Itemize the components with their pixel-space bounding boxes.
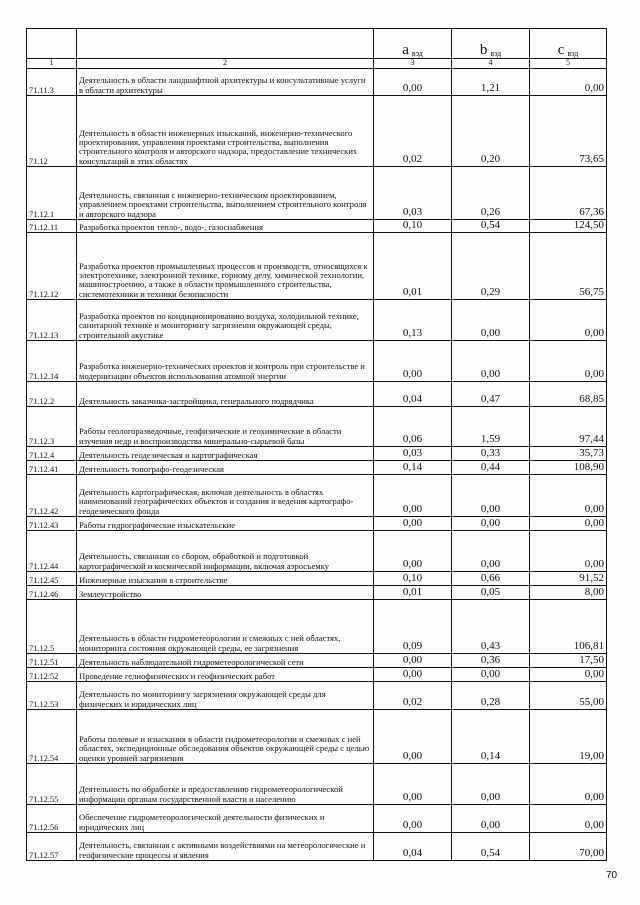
- column-numbers-row: [27, 59, 607, 69]
- row-value-c: 70,00: [530, 833, 607, 861]
- row-value-a: 0,04: [374, 833, 452, 861]
- row-code: 71.12: [27, 96, 77, 167]
- row-value-a: 0,00: [374, 668, 452, 682]
- row-name: Деятельность, связанная с инженерно-техническим проектированием, управлением проектами строительства, выполнением строительного контроля и авторского надзора: [77, 167, 374, 220]
- row-value-b: 0,26: [452, 167, 530, 220]
- header-col-b: b вэд: [452, 29, 530, 59]
- table-row: [27, 764, 607, 805]
- row-code: 71.12.53: [27, 682, 77, 710]
- row-value-a: 0,00: [374, 710, 452, 764]
- row-value-c: 0,00: [530, 341, 607, 382]
- row-value-b: 0,00: [452, 475, 530, 517]
- row-value-c: 0,00: [530, 764, 607, 805]
- table-row: [27, 461, 607, 475]
- row-value-a: 0,14: [374, 461, 452, 475]
- table-row: [27, 600, 607, 654]
- row-value-b: 0,00: [452, 805, 530, 833]
- table-row: [27, 517, 607, 531]
- row-value-c: 0,00: [530, 475, 607, 517]
- row-value-c: 0,00: [530, 69, 607, 96]
- row-name: Деятельность заказчика-застройщика, генерального подрядчика: [77, 382, 374, 407]
- row-code: 71.12.5: [27, 600, 77, 654]
- table-row: [27, 447, 607, 461]
- row-value-a: 0,00: [374, 475, 452, 517]
- row-value-c: 73,65: [530, 96, 607, 167]
- row-code: 71.12.13: [27, 300, 77, 341]
- row-value-b: 0,54: [452, 220, 530, 233]
- row-name: Деятельность в области ландшафтной архитектуры и консультативные услуги в области архитектуры: [77, 69, 374, 96]
- table-row: [27, 382, 607, 407]
- table-body: [27, 69, 607, 861]
- row-code: 71.12.3: [27, 407, 77, 447]
- row-value-b: 0,00: [452, 517, 530, 531]
- table-row: [27, 69, 607, 96]
- row-value-b: 0,20: [452, 96, 530, 167]
- row-code: 71.12.51: [27, 654, 77, 668]
- row-name: Разработка проектов промышленных процессов и производств, относящихся к электротехнике, электронной технике, горному делу, химической технологии, машиностроению, а также в области промышленного строительства, системотехники и техники безопасности: [77, 233, 374, 300]
- row-value-a: 0,00: [374, 341, 452, 382]
- row-value-c: 0,00: [530, 668, 607, 682]
- row-name: Проведение гелиофизических и геофизических работ: [77, 668, 374, 682]
- table-row: [27, 341, 607, 382]
- row-value-b: 0,00: [452, 531, 530, 572]
- row-value-c: 0,00: [530, 300, 607, 341]
- row-value-c: 97,44: [530, 407, 607, 447]
- row-value-b: 0,54: [452, 833, 530, 861]
- row-code: 71.12.44: [27, 531, 77, 572]
- row-value-c: 56,75: [530, 233, 607, 300]
- row-value-a: 0,02: [374, 96, 452, 167]
- table-row: [27, 572, 607, 586]
- row-value-a: 0,00: [374, 69, 452, 96]
- row-code: 71.12.1: [27, 167, 77, 220]
- row-name: Разработка проектов по кондиционированию воздуха, холодильной технике, санитарной технике и мониторингу загрязнения окружающей среды, строительной акустике: [77, 300, 374, 341]
- row-name: Инженерные изыскания в строительстве: [77, 572, 374, 586]
- table-row: [27, 654, 607, 668]
- row-value-a: 0,01: [374, 586, 452, 600]
- row-code: 71.12.52: [27, 668, 77, 682]
- row-name: Деятельность, связанная со сбором, обработкой и подготовкой картографической и космической информации, включая аэросъемку: [77, 531, 374, 572]
- row-code: 71.12.55: [27, 764, 77, 805]
- table-row: [27, 220, 607, 233]
- row-name: Деятельность геодезическая и картографическая: [77, 447, 374, 461]
- row-code: 71.12.43: [27, 517, 77, 531]
- row-code: 71.12.46: [27, 586, 77, 600]
- coefficients-table: [26, 28, 607, 861]
- row-name: Деятельность наблюдательной гидрометеорологической сети: [77, 654, 374, 668]
- row-code: 71.12.2: [27, 382, 77, 407]
- row-value-b: 0,05: [452, 586, 530, 600]
- row-name: Деятельность картографическая, включая деятельность в областях наименований географических объектов и создания и ведения картографо-геодезического фонда: [77, 475, 374, 517]
- row-value-a: 0,00: [374, 531, 452, 572]
- row-value-b: 0,28: [452, 682, 530, 710]
- row-name: Обеспечение гидрометеорологической деятельности физических и юридических лиц: [77, 805, 374, 833]
- row-code: 71.12.14: [27, 341, 77, 382]
- row-name: Деятельность, связанная с активными воздействиями на метеорологические и геофизические процессы и явления: [77, 833, 374, 861]
- row-value-a: 0,10: [374, 572, 452, 586]
- header-code-cell: [27, 29, 77, 59]
- row-value-a: 0,10: [374, 220, 452, 233]
- header-col-a: a вэд: [374, 29, 452, 59]
- table-row: [27, 96, 607, 167]
- row-value-b: 0,00: [452, 341, 530, 382]
- row-code: 71.12.11: [27, 220, 77, 233]
- row-value-c: 17,50: [530, 654, 607, 668]
- row-code: 71.12.41: [27, 461, 77, 475]
- row-name: Работы гидрографические изыскательские: [77, 517, 374, 531]
- row-value-a: 0,00: [374, 764, 452, 805]
- row-name: Разработка инженерно-технических проектов и контроль при строительстве и модернизации объектов использования атомной энергии: [77, 341, 374, 382]
- row-code: 71.12.54: [27, 710, 77, 764]
- column-number: 3: [374, 59, 452, 69]
- table-row: [27, 475, 607, 517]
- row-value-a: 0,00: [374, 517, 452, 531]
- header-col-c: c вэд: [530, 29, 607, 59]
- table-row: [27, 833, 607, 861]
- row-value-b: 0,66: [452, 572, 530, 586]
- row-value-a: 0,00: [374, 805, 452, 833]
- row-value-c: 35,73: [530, 447, 607, 461]
- row-value-c: 91,52: [530, 572, 607, 586]
- column-number: 1: [27, 59, 77, 69]
- row-code: 71.12.4: [27, 447, 77, 461]
- row-value-a: 0,04: [374, 382, 452, 407]
- row-value-c: 67,36: [530, 167, 607, 220]
- table-row: [27, 668, 607, 682]
- table-row: [27, 710, 607, 764]
- row-value-b: 0,44: [452, 461, 530, 475]
- row-code: 71.11.3: [27, 69, 77, 96]
- row-value-b: 0,00: [452, 764, 530, 805]
- row-value-a: 0,03: [374, 447, 452, 461]
- row-name: Разработка проектов тепло-, водо-, газоснабжения: [77, 220, 374, 233]
- row-value-a: 0,06: [374, 407, 452, 447]
- header-row: [27, 29, 607, 59]
- row-code: 71.12.56: [27, 805, 77, 833]
- row-value-b: 0,14: [452, 710, 530, 764]
- column-number: 5: [530, 59, 607, 69]
- row-value-b: 0,47: [452, 382, 530, 407]
- row-value-a: 0,09: [374, 600, 452, 654]
- row-value-c: 0,00: [530, 805, 607, 833]
- row-value-c: 19,00: [530, 710, 607, 764]
- row-name: Деятельность в области гидрометеорологии и смежных с ней областях, мониторинга состояния окружающей среды, ее загрязнения: [77, 600, 374, 654]
- row-value-c: 55,00: [530, 682, 607, 710]
- column-number: 2: [77, 59, 374, 69]
- row-value-b: 1,59: [452, 407, 530, 447]
- row-name: Деятельность по мониторингу загрязнения окружающей среды для физических и юридических лиц: [77, 682, 374, 710]
- row-value-c: 8,00: [530, 586, 607, 600]
- page-number: 70: [606, 870, 618, 881]
- table-row: [27, 167, 607, 220]
- table-row: [27, 300, 607, 341]
- row-value-a: 0,01: [374, 233, 452, 300]
- row-value-a: 0,13: [374, 300, 452, 341]
- row-name: Деятельность в области инженерных изысканий, инженерно-технического проектирования, управления проектами строительства, выполнения строительного контроля и авторского надзора, предоставление технических консультаций в этих областях: [77, 96, 374, 167]
- row-value-b: 0,36: [452, 654, 530, 668]
- row-value-c: 0,00: [530, 531, 607, 572]
- table-row: [27, 407, 607, 447]
- row-code: 71.12.12: [27, 233, 77, 300]
- row-value-a: 0,03: [374, 167, 452, 220]
- column-number: 4: [452, 59, 530, 69]
- row-code: 71.12.57: [27, 833, 77, 861]
- row-name: Землеустройство: [77, 586, 374, 600]
- row-value-b: 0,29: [452, 233, 530, 300]
- row-value-c: 108,90: [530, 461, 607, 475]
- table-row: [27, 805, 607, 833]
- row-value-c: 0,00: [530, 517, 607, 531]
- row-value-a: 0,02: [374, 682, 452, 710]
- row-name: Деятельность топографо-геодезическая: [77, 461, 374, 475]
- header-name-cell: [77, 29, 374, 59]
- row-value-c: 124,50: [530, 220, 607, 233]
- row-value-b: 0,43: [452, 600, 530, 654]
- row-value-b: 0,00: [452, 668, 530, 682]
- row-value-c: 68,85: [530, 382, 607, 407]
- row-name: Работы геологоразведочные, геофизические и геохимические в области изучения недр и воспроизводства минерально-сырьевой базы: [77, 407, 374, 447]
- table-row: [27, 682, 607, 710]
- row-name: Работы полевые и изыскания в области гидрометеорологии и смежных с ней областях, экспедиционные обследования объектов окружающей среды с целью оценки уровней загрязнения: [77, 710, 374, 764]
- row-value-b: 0,00: [452, 300, 530, 341]
- row-name: Деятельность по обработке и предоставлению гидрометеорологической информации органам государственной власти и населению: [77, 764, 374, 805]
- row-value-a: 0,00: [374, 654, 452, 668]
- row-code: 71.12.42: [27, 475, 77, 517]
- row-value-b: 0,33: [452, 447, 530, 461]
- table-row: [27, 586, 607, 600]
- table-row: [27, 531, 607, 572]
- table-row: [27, 233, 607, 300]
- row-value-c: 106,81: [530, 600, 607, 654]
- row-value-b: 1,21: [452, 69, 530, 96]
- row-code: 71.12.45: [27, 572, 77, 586]
